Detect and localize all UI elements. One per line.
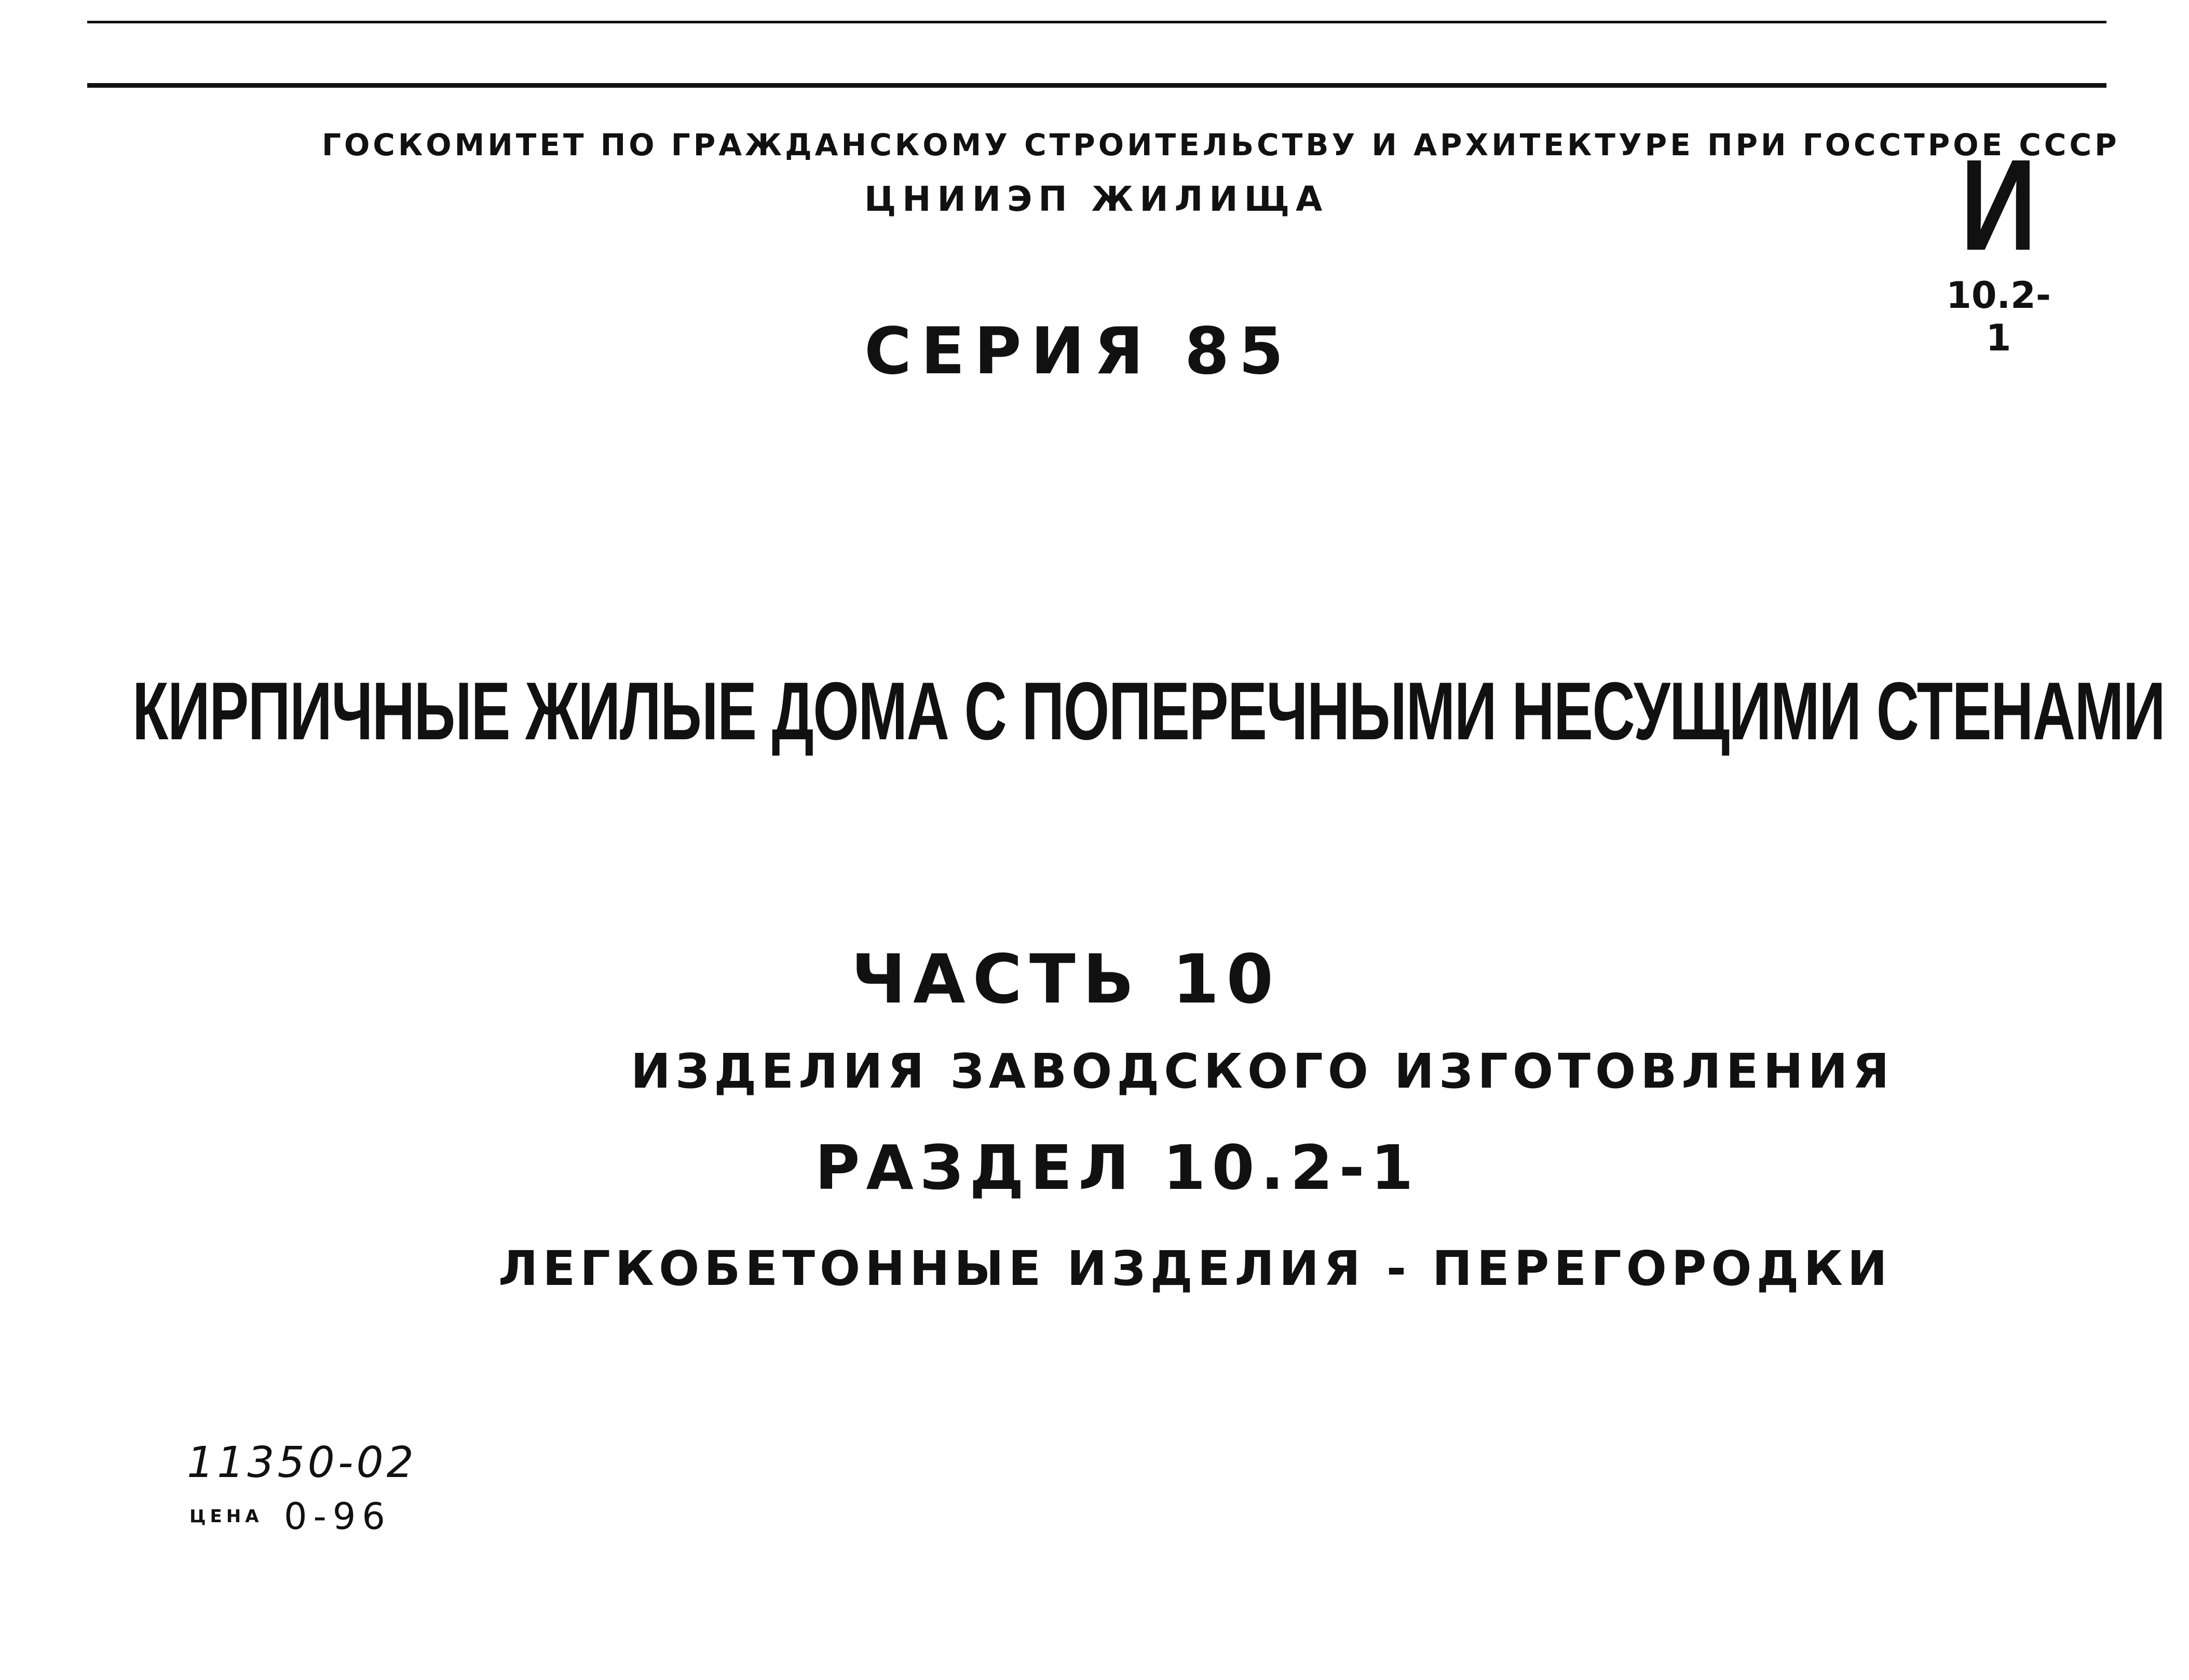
institute-name: ЦНИИЭП ЖИЛИЩА bbox=[864, 179, 1329, 219]
main-title: КИРПИЧНЫЕ ЖИЛЫЕ ДОМА С ПОПЕРЕЧНЫМИ НЕСУЩИМИ СТЕНАМИ bbox=[132, 666, 2165, 757]
top-rule-thin bbox=[87, 21, 2106, 23]
part-label: ЧАСТЬ 10 bbox=[851, 940, 1281, 1019]
section-label: РАЗДЕЛ 10.2-1 bbox=[815, 1132, 1420, 1203]
price-row bbox=[189, 1495, 391, 1538]
top-rule-thick bbox=[87, 83, 2106, 88]
stamp-letter: И bbox=[1960, 132, 2037, 277]
price-value: 0-96 bbox=[284, 1495, 391, 1538]
committee-header: ГОСКОМИТЕТ ПО ГРАЖДАНСКОМУ СТРОИТЕЛЬСТВУ И АРХИТЕКТУРЕ ПРИ ГОССТРОЕ СССР bbox=[322, 127, 2120, 162]
part-subtitle: ИЗДЕЛИЯ ЗАВОДСКОГО ИЗГОТОВЛЕНИЯ bbox=[631, 1044, 1894, 1099]
document-code-stamp bbox=[1936, 132, 2061, 359]
catalog-number: 11350-02 bbox=[187, 1438, 417, 1487]
stamp-code: 10.2-1 bbox=[1946, 274, 2051, 359]
price-label: ЦЕНА bbox=[189, 1506, 263, 1527]
series-title: СЕРИЯ 85 bbox=[864, 314, 1293, 389]
section-subtitle: ЛЕГКОБЕТОННЫЕ ИЗДЕЛИЯ - ПЕРЕГОРОДКИ bbox=[498, 1241, 1892, 1296]
